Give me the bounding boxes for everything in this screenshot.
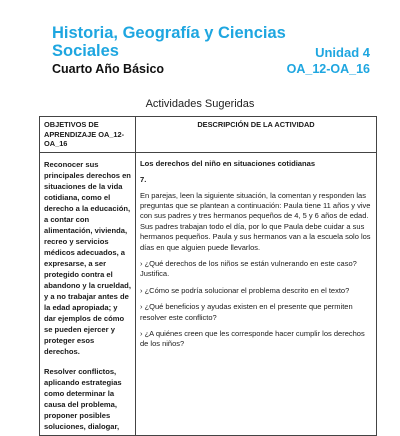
unit-label: Unidad 4	[315, 45, 370, 60]
activity-question: › ¿A quiénes creen que les corresponde hacer cumplir los derechos de los niños?	[140, 328, 365, 349]
grade-label: Cuarto Año Básico	[52, 62, 165, 76]
activity-number: 7.	[140, 174, 147, 184]
table-row	[40, 152, 377, 435]
table-header-row	[40, 117, 377, 153]
activity-title: Los derechos del niño en situaciones cotidianas	[140, 158, 316, 168]
oa-range-label: OA_12-OA_16	[286, 62, 370, 76]
subject-title: Historia, Geografía y Ciencias Sociales	[52, 24, 286, 60]
description-cell	[136, 152, 377, 435]
activity-question: › ¿Qué derechos de los niños se están vulnerando en este caso? Justifica.	[140, 258, 357, 279]
section-heading: Actividades Sugeridas	[145, 98, 255, 110]
objective-text: Reconocer sus principales derechos en situaciones de la vida cotidiana, como el derecho a la educación, a contar con alimentación, vivienda, recreo y servicios médicos adecuados, a expresarse, a ser protegido contra el abandono y la crueldad, y a no trabajar antes de la edad apropiada; y dar ejemplos de cómo se pueden ejercer y proteger esos derechos.	[44, 159, 131, 356]
objectives-cell	[40, 152, 136, 435]
objectives-column-header: OBJETIVOS DE APRENDIZAJE OA_12-OA_16	[40, 117, 136, 153]
description-column-header: DESCRIPCIÓN DE LA ACTIVIDAD	[136, 117, 377, 153]
activity-question: › ¿Cómo se podría solucionar el problema descrito en el texto?	[140, 285, 350, 295]
objective-text: Resolver conflictos, aplicando estrategias como determinar la causa del problema, proponer posibles soluciones, dialogar,	[44, 366, 122, 431]
activity-question: › ¿Qué beneficios y ayudas existen en el presente que permiten resolver este conflicto?	[140, 302, 353, 322]
activities-table	[39, 116, 377, 436]
activity-text: En parejas, leen la siguiente situación, la comentan y responden las preguntas que se plantean a continuación: Paula tiene 11 años y vive con sus padres y tres hermanos pequeños de 4, 5 y 6 años de edad. Sus padres trabajan todo el día, por lo que Paula debe cuidar a sus hermanos pequeños. Paula y sus hermanos van a la escuela solo los días en que alguien puede llevarlos.	[140, 190, 371, 252]
